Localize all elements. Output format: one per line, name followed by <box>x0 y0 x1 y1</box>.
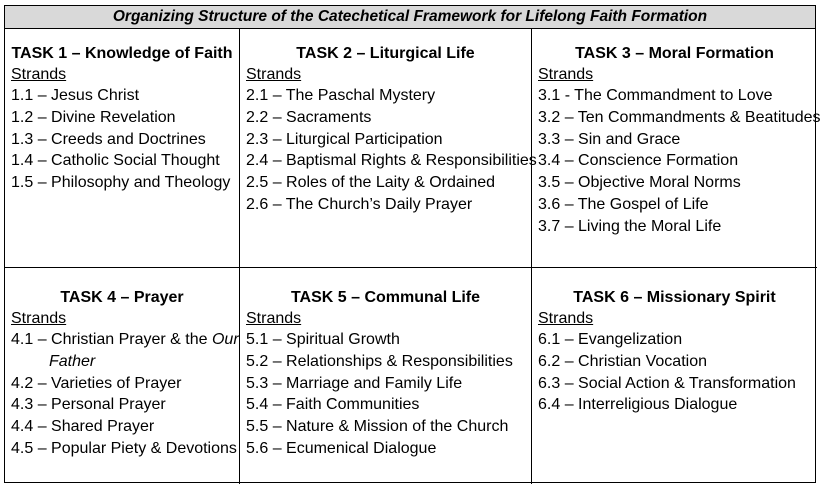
strand-item: 5.4 – Faith Communities <box>246 396 420 414</box>
task-3-cell <box>531 29 821 268</box>
strand-item: 5.1 – Spiritual Growth <box>246 331 400 348</box>
strand-item: 1.1 – Jesus Christ <box>11 87 140 104</box>
strand-item: 2.2 – Sacraments <box>246 108 372 126</box>
task-4-title: TASK 4 – Prayer <box>60 289 184 306</box>
strand-item: 3.6 – The Gospel of Life <box>538 195 709 213</box>
strand-italic-text: Our <box>211 331 239 348</box>
task-grid <box>5 29 821 482</box>
task-6-strands-label: Strands <box>538 310 594 327</box>
task-4-strand-list <box>11 329 239 460</box>
task-1-cell <box>5 29 239 268</box>
task-4-cell <box>5 268 239 484</box>
strand-item: 6.4 – Interreligious Dialogue <box>538 396 738 414</box>
strand-item: 3.3 – Sin and Grace <box>538 130 681 148</box>
task-1-strands-label: Strands <box>11 66 67 83</box>
strand-item: 6.2 – Christian Vocation <box>538 352 707 370</box>
task-3-title: TASK 3 – Moral Formation <box>575 45 774 62</box>
strand-item: 1.2 – Divine Revelation <box>11 108 176 126</box>
task-2-strand-list <box>246 85 537 216</box>
strand-item: 4.2 – Varieties of Prayer <box>11 374 182 392</box>
strand-item: 4.3 – Personal Prayer <box>11 396 166 414</box>
strand-item-continuation: Father <box>49 352 96 370</box>
strand-item: 6.1 – Evangelization <box>538 331 683 348</box>
strand-text: 4.1 – Christian Prayer & the <box>11 331 212 348</box>
task-6-strand-list <box>538 329 811 416</box>
task-3-strands-label: Strands <box>538 66 594 83</box>
task-2-strands-label: Strands <box>246 66 302 83</box>
task-6-title: TASK 6 – Missionary Spirit <box>573 289 776 306</box>
task-3-strand-list <box>538 85 821 238</box>
task-1-title: TASK 1 – Knowledge of Faith <box>11 45 233 62</box>
strand-item: 1.5 – Philosophy and Theology <box>11 174 231 192</box>
task-2-cell <box>239 29 537 268</box>
strand-item: 2.1 – The Paschal Mystery <box>246 87 436 104</box>
strand-item: 5.6 – Ecumenical Dialogue <box>246 439 437 457</box>
task-1-strand-list <box>11 85 233 194</box>
strand-item: 3.4 – Conscience Formation <box>538 152 739 170</box>
strand-item: 3.2 – Ten Commandments & Beatitudes <box>538 108 821 126</box>
strand-item: 3.5 – Objective Moral Norms <box>538 174 741 192</box>
strand-item: 5.2 – Relationships & Responsibilities <box>246 352 513 370</box>
strand-item <box>11 329 239 351</box>
strand-item: 5.3 – Marriage and Family Life <box>246 374 463 392</box>
task-5-strands-label: Strands <box>246 310 302 327</box>
framework-table <box>4 5 821 483</box>
task-5-title: TASK 5 – Communal Life <box>290 289 481 306</box>
task-6-cell <box>531 268 817 484</box>
strand-item: 3.7 – Living the Moral Life <box>538 217 722 235</box>
task-4-strands-label: Strands <box>11 310 67 327</box>
strand-item: 1.4 – Catholic Social Thought <box>11 152 220 170</box>
strand-item: 6.3 – Social Action & Transformation <box>538 374 796 392</box>
task-2-title: TASK 2 – Liturgical Life <box>296 45 475 62</box>
task-5-strand-list <box>246 329 525 460</box>
strand-item: 2.5 – Roles of the Laity & Ordained <box>246 174 496 192</box>
strand-item: 5.5 – Nature & Mission of the Church <box>246 418 509 436</box>
strand-item: 4.5 – Popular Piety & Devotions <box>11 439 237 457</box>
table-title: Organizing Structure of the Catechetical Framework for Lifelong Faith Formation <box>5 6 815 29</box>
task-5-cell <box>239 268 531 484</box>
strand-item: 1.3 – Creeds and Doctrines <box>11 130 206 148</box>
strand-item: 2.4 – Baptismal Rights & Responsibilities <box>246 152 537 170</box>
strand-item: 2.3 – Liturgical Participation <box>246 130 443 148</box>
strand-item: 2.6 – The Church’s Daily Prayer <box>246 195 473 213</box>
strand-item: 3.1 - The Commandment to Love <box>538 87 773 104</box>
strand-item: 4.4 – Shared Prayer <box>11 418 155 436</box>
